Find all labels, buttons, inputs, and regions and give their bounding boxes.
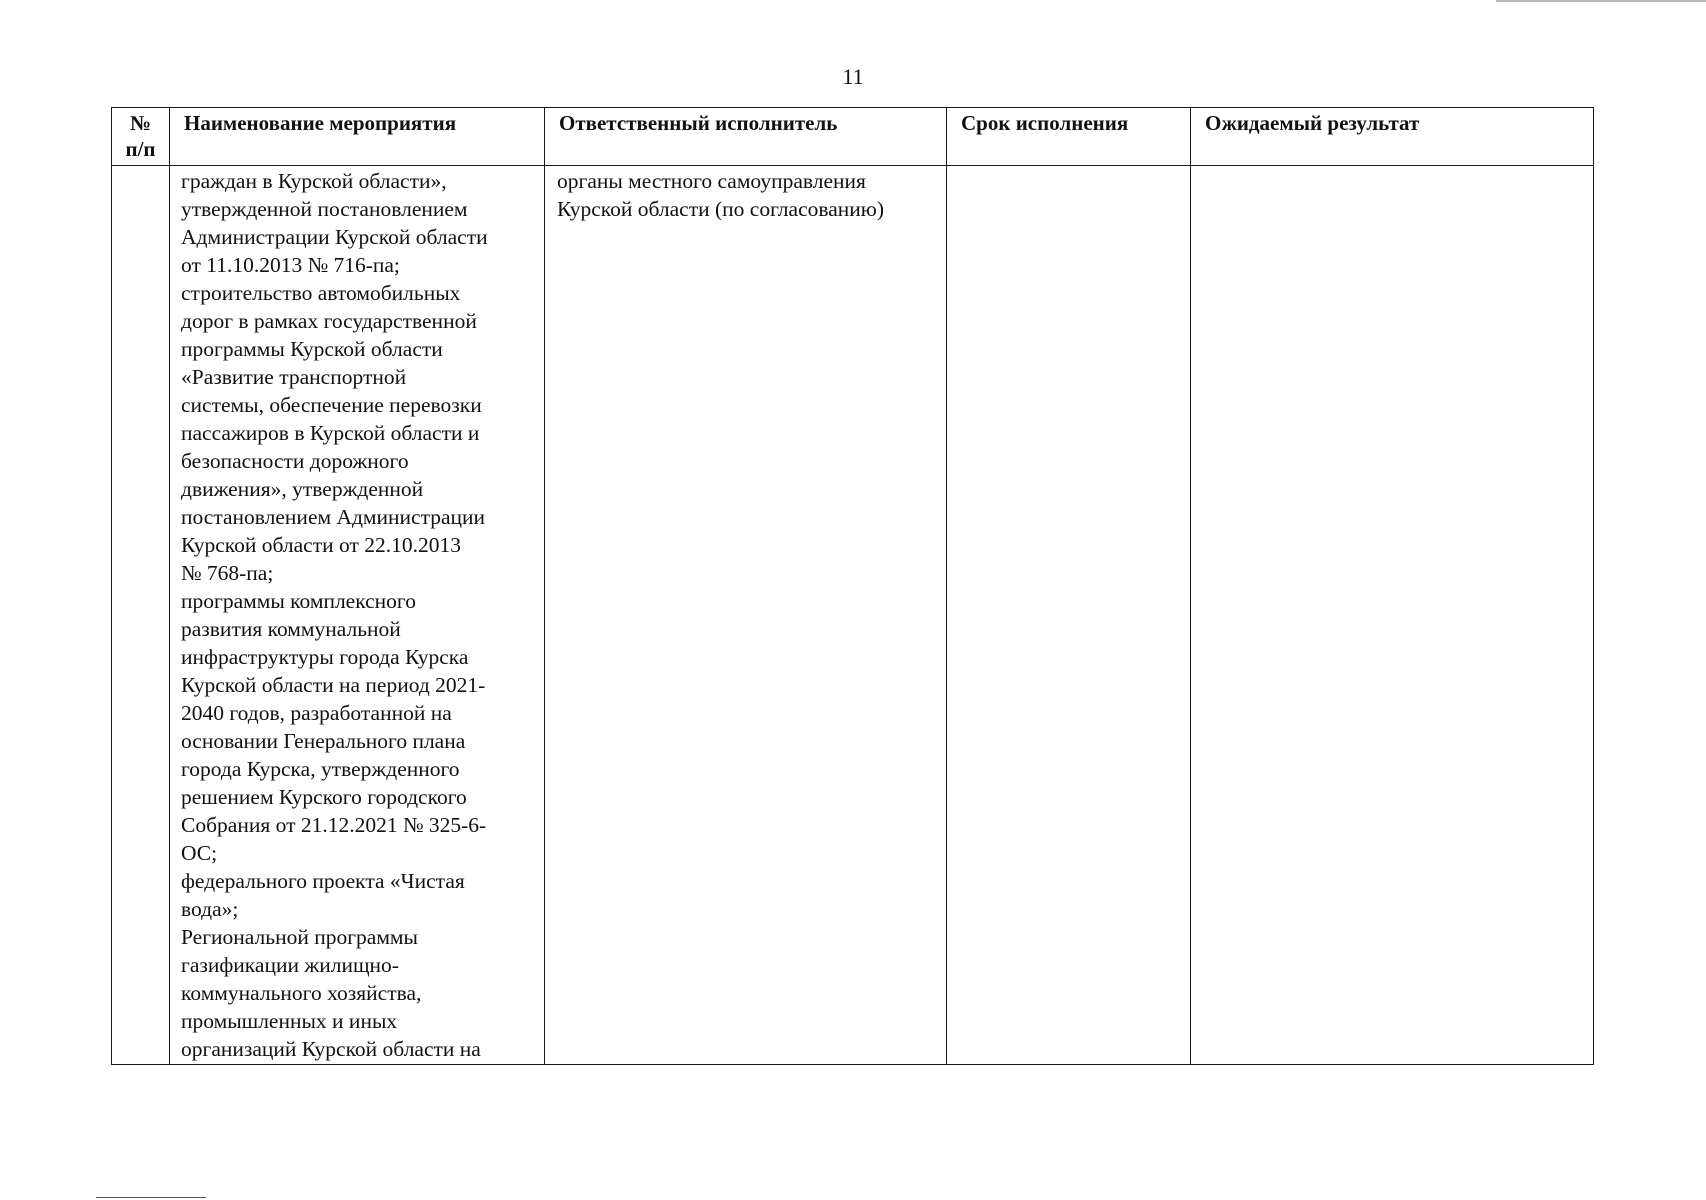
name-line: «Развитие транспортной	[181, 365, 407, 389]
header-deadline: Срок исполнения	[947, 108, 1191, 166]
header-number	[112, 108, 170, 166]
header-number-line-1: №	[129, 111, 152, 135]
name-line: города Курска, утвержденного	[181, 757, 460, 781]
name-line: дорог в рамках государственной	[181, 309, 477, 333]
name-line: строительство автомобильных	[181, 281, 461, 305]
cell-number	[112, 166, 170, 1065]
name-line: основании Генерального плана	[181, 729, 466, 753]
table-header	[112, 108, 1594, 166]
name-line: решением Курского городского	[181, 785, 467, 809]
cell-deadline	[947, 166, 1191, 1065]
cell-expected-result	[1191, 166, 1594, 1065]
name-line: граждан в Курской области»,	[181, 169, 447, 193]
name-line: ОС;	[181, 841, 218, 865]
name-line: газификации жилищно-	[181, 953, 399, 977]
header-row	[112, 108, 1594, 166]
footnote-rule	[96, 1197, 206, 1198]
name-line: федерального проекта «Чистая	[181, 869, 465, 893]
executor-line: органы местного самоуправления	[557, 169, 866, 193]
name-line: от 11.10.2013 № 716-па;	[181, 253, 400, 277]
name-line: Региональной программы	[181, 925, 418, 949]
name-line: движения», утвержденной	[181, 477, 424, 501]
name-line: 2040 годов, разработанной на	[181, 701, 452, 725]
name-line: вода»;	[181, 897, 239, 921]
name-line: № 768-па;	[181, 561, 274, 585]
name-line: развития коммунальной	[181, 617, 401, 641]
name-line: коммунального хозяйства,	[181, 981, 422, 1005]
name-line: Курской области на период 2021-	[181, 673, 486, 697]
table-row	[112, 166, 1594, 1065]
name-line: системы, обеспечение перевозки	[181, 393, 482, 417]
measures-table	[111, 107, 1594, 1065]
name-line: промышленных и иных	[181, 1009, 398, 1033]
header-number-line-2: п/п	[125, 137, 156, 161]
name-line: программы Курской области	[181, 337, 443, 361]
name-line: Курской области от 22.10.2013	[181, 533, 461, 557]
name-line: безопасности дорожного	[181, 449, 409, 473]
executor-line: Курской области (по согласованию)	[557, 197, 885, 221]
header-responsible-executor: Ответственный исполнитель	[545, 108, 947, 166]
name-line: утвержденной постановлением	[181, 197, 468, 221]
header-measure-name: Наименование мероприятия	[170, 108, 545, 166]
page-number: 11	[842, 64, 864, 89]
header-expected-result: Ожидаемый результат	[1191, 108, 1594, 166]
name-line: программы комплексного	[181, 589, 416, 613]
cell-measure-name	[170, 166, 545, 1065]
name-line: постановлением Администрации	[181, 505, 486, 529]
cell-responsible-executor	[545, 166, 947, 1065]
scan-top-edge	[1496, 0, 1706, 2]
name-line: организаций Курской области на	[181, 1037, 481, 1061]
name-line: Собрания от 21.12.2021 № 325-6-	[181, 813, 487, 837]
name-line: пассажиров в Курской области и	[181, 421, 480, 445]
name-line: инфраструктуры города Курска	[181, 645, 469, 669]
name-line: Администрации Курской области	[181, 225, 488, 249]
